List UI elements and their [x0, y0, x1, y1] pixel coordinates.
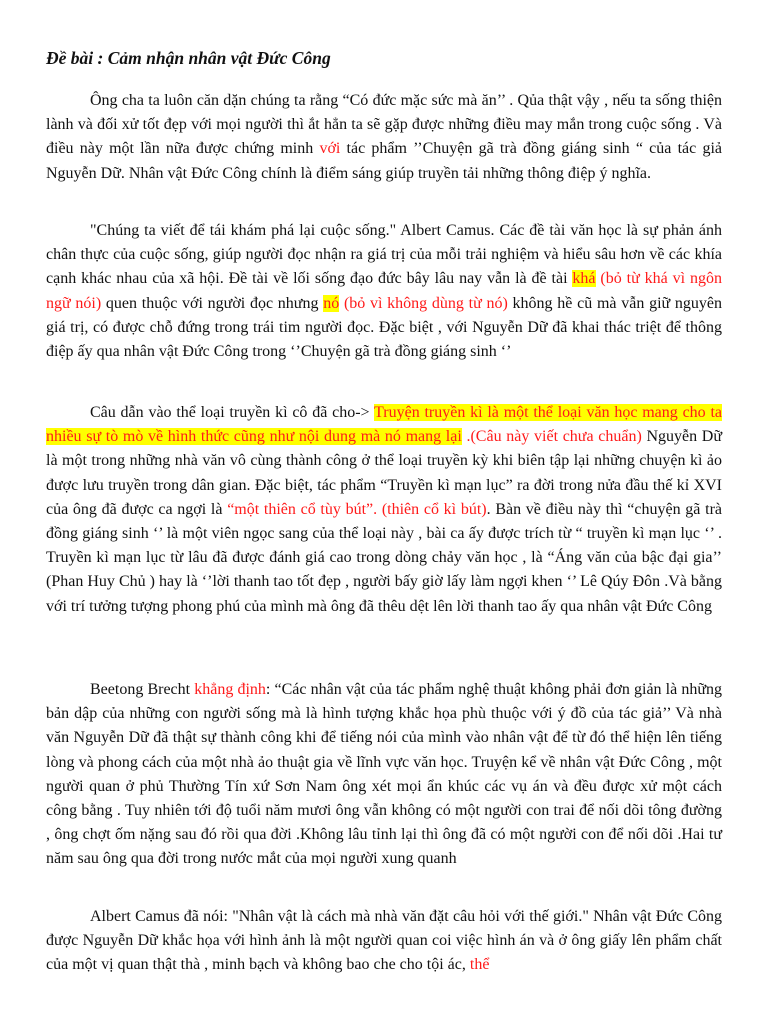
correction-note: “một thiên cổ tùy bút”. (thiên cổ kì bút) — [227, 500, 487, 518]
correction-note: với — [319, 140, 341, 158]
paragraph-genre — [46, 401, 722, 619]
correction-note: (bỏ vì không dùng từ nó) — [339, 294, 508, 312]
paragraph-camus — [46, 905, 722, 978]
correction-note: (bỏ từ khá vì ngôn ngữ nói) — [46, 270, 722, 312]
text-run: : “Các nhân vật của tác phẩm nghệ thuật không phải đơn giản là những bản dập của những con người sống mà là hình tượng khắc họa phù thuộc với ý đồ của tác giả’’ Và nhà văn Nguyễn Dữ đã thật sự thành công khi để tiếng nói của mình vào nhân vật để từ đó thể hiện lên tiếng lòng và phong cách của một nhà ảo thuật gia về lĩnh vực văn học. Truyện kể về nhân vật Đức Công , một người quan ở phủ Thường Tín xứ Sơn Nam ông xét mọi ẩn khúc các vụ án và đều được xử một cách công bằng . Tuy nhiên tới độ tuổi năm mươi ông vẫn không có một người con trai để nối dõi tông đường , ông chợt ốm nặng sau đó rồi qua đời .Không lâu tỉnh lại thì ông đã có một người con để nối dõi .Hai tư năm sau ông qua đời trong nước mắt của mọi người xung quanh — [46, 681, 723, 868]
text-run: . Bàn về điều này thì “chuyện gã trà đồng giáng sinh ‘’ là một viên ngọc sang của thể loại này , bài ca ấy được trích từ “ truyền kì mạn lục ‘’ . Truyền kì mạn lục từ lâu đã được đánh giá cao trong dòng chảy văn học , là “Áng văn của bậc đại gia’’ (Phan Huy Chủ ) hay là ‘’lời thanh tao tốt đẹp , người bấy giờ lấy làm ngợi khen ‘’ Lê Qúy Đôn .Và bằng với trí tưởng tượng phong phú của mình mà ông đã thêu dệt lên lời thanh tao ấy qua nhân vật Đức Công — [46, 500, 723, 615]
text-run: Câu dẫn vào thể loại truyền kì cô đã cho-> — [90, 404, 375, 421]
text-run: tác phẩm ’’Chuyện gã trà đồng giáng sinh “ của tác giả Nguyễn Dữ. Nhân vật Đức Công chính là điểm sáng giúp truyền tải những thông điệp ý nghĩa. — [46, 140, 722, 182]
highlighted-word: nó — [323, 294, 340, 312]
highlighted-word: khá — [572, 270, 596, 288]
text-run: quen thuộc với người đọc nhưng — [101, 294, 324, 312]
text-run: "Chúng ta viết để tái khám phá lại cuộc sống." Albert Camus. Các đề tài văn học là sự phản ánh chân thực của cuộc sống, giúp người đọc nhận ra giá trị của mỗi trải nghiệm và hiểu sâu hơn về các khía cạnh khác nhau của xã hội. Đề tài về lối sống đạo đức bây lâu nay vẫn là đề tài — [46, 222, 722, 288]
text-run: Nguyễn Dữ là một trong những nhà văn vô cùng thành công ở thể loại truyền kỳ khi biên tập lại những chuyện kì ảo được lưu truyền trong dân gian. Đặc biệt, tác phẩm “Truyền kì mạn lục” ra đời trong nửa đầu thế kỉ XVI của ông đã được ca ngợi là — [46, 428, 723, 518]
correction-note: .(Câu này viết chưa chuẩn) — [461, 428, 642, 446]
correction-note: khẳng định — [194, 681, 266, 698]
correction-note: thể — [469, 956, 490, 974]
paragraph-theme — [46, 219, 722, 364]
highlighted-sentence: Truyện truyền kì là một thể loại văn học mang cho ta nhiều sự tò mò về hình thức cũng như nội dung mà nó mang lại — [46, 404, 723, 446]
text-run: không hề cũ mà vẫn giữ nguyên giá trị, có được chỗ đứng trong trái tim người đọc. Đặc biệt , với Nguyễn Dữ đã khai thác triệt để thông điệp ấy qua nhân vật Đức Công trong ‘’Chuyện gã trà đồng giáng sinh ‘’ — [46, 294, 723, 361]
paragraph-character — [46, 678, 722, 872]
text-run: Albert Camus đã nói: "Nhân vật là cách mà nhà văn đặt câu hỏi với thế giới." Nhân vật Đức Công được Nguyễn Dữ khắc họa với hình ảnh là một người quan coi việc hình án và ở ông giấy lên phẩm chất của một vị quan thật thà , minh bạch và không bao che cho tội ác, — [46, 908, 722, 974]
text-run: Ông cha ta luôn căn dặn chúng ta rằng “Có đức mặc sức mà ăn’’ . Qủa thật vậy , nếu ta sống thiện lành và đối xử tốt đẹp với mọi người thì ắt hẳn ta sẽ gặp được những điều may mắn trong cuộc sống . Và điều này một lần nữa được chứng minh — [46, 92, 722, 158]
paragraph-intro — [46, 89, 722, 186]
text-run: Beetong Brecht — [90, 681, 195, 698]
page-title: Đề bài : Cảm nhận nhân vật Đức Công — [46, 48, 331, 68]
